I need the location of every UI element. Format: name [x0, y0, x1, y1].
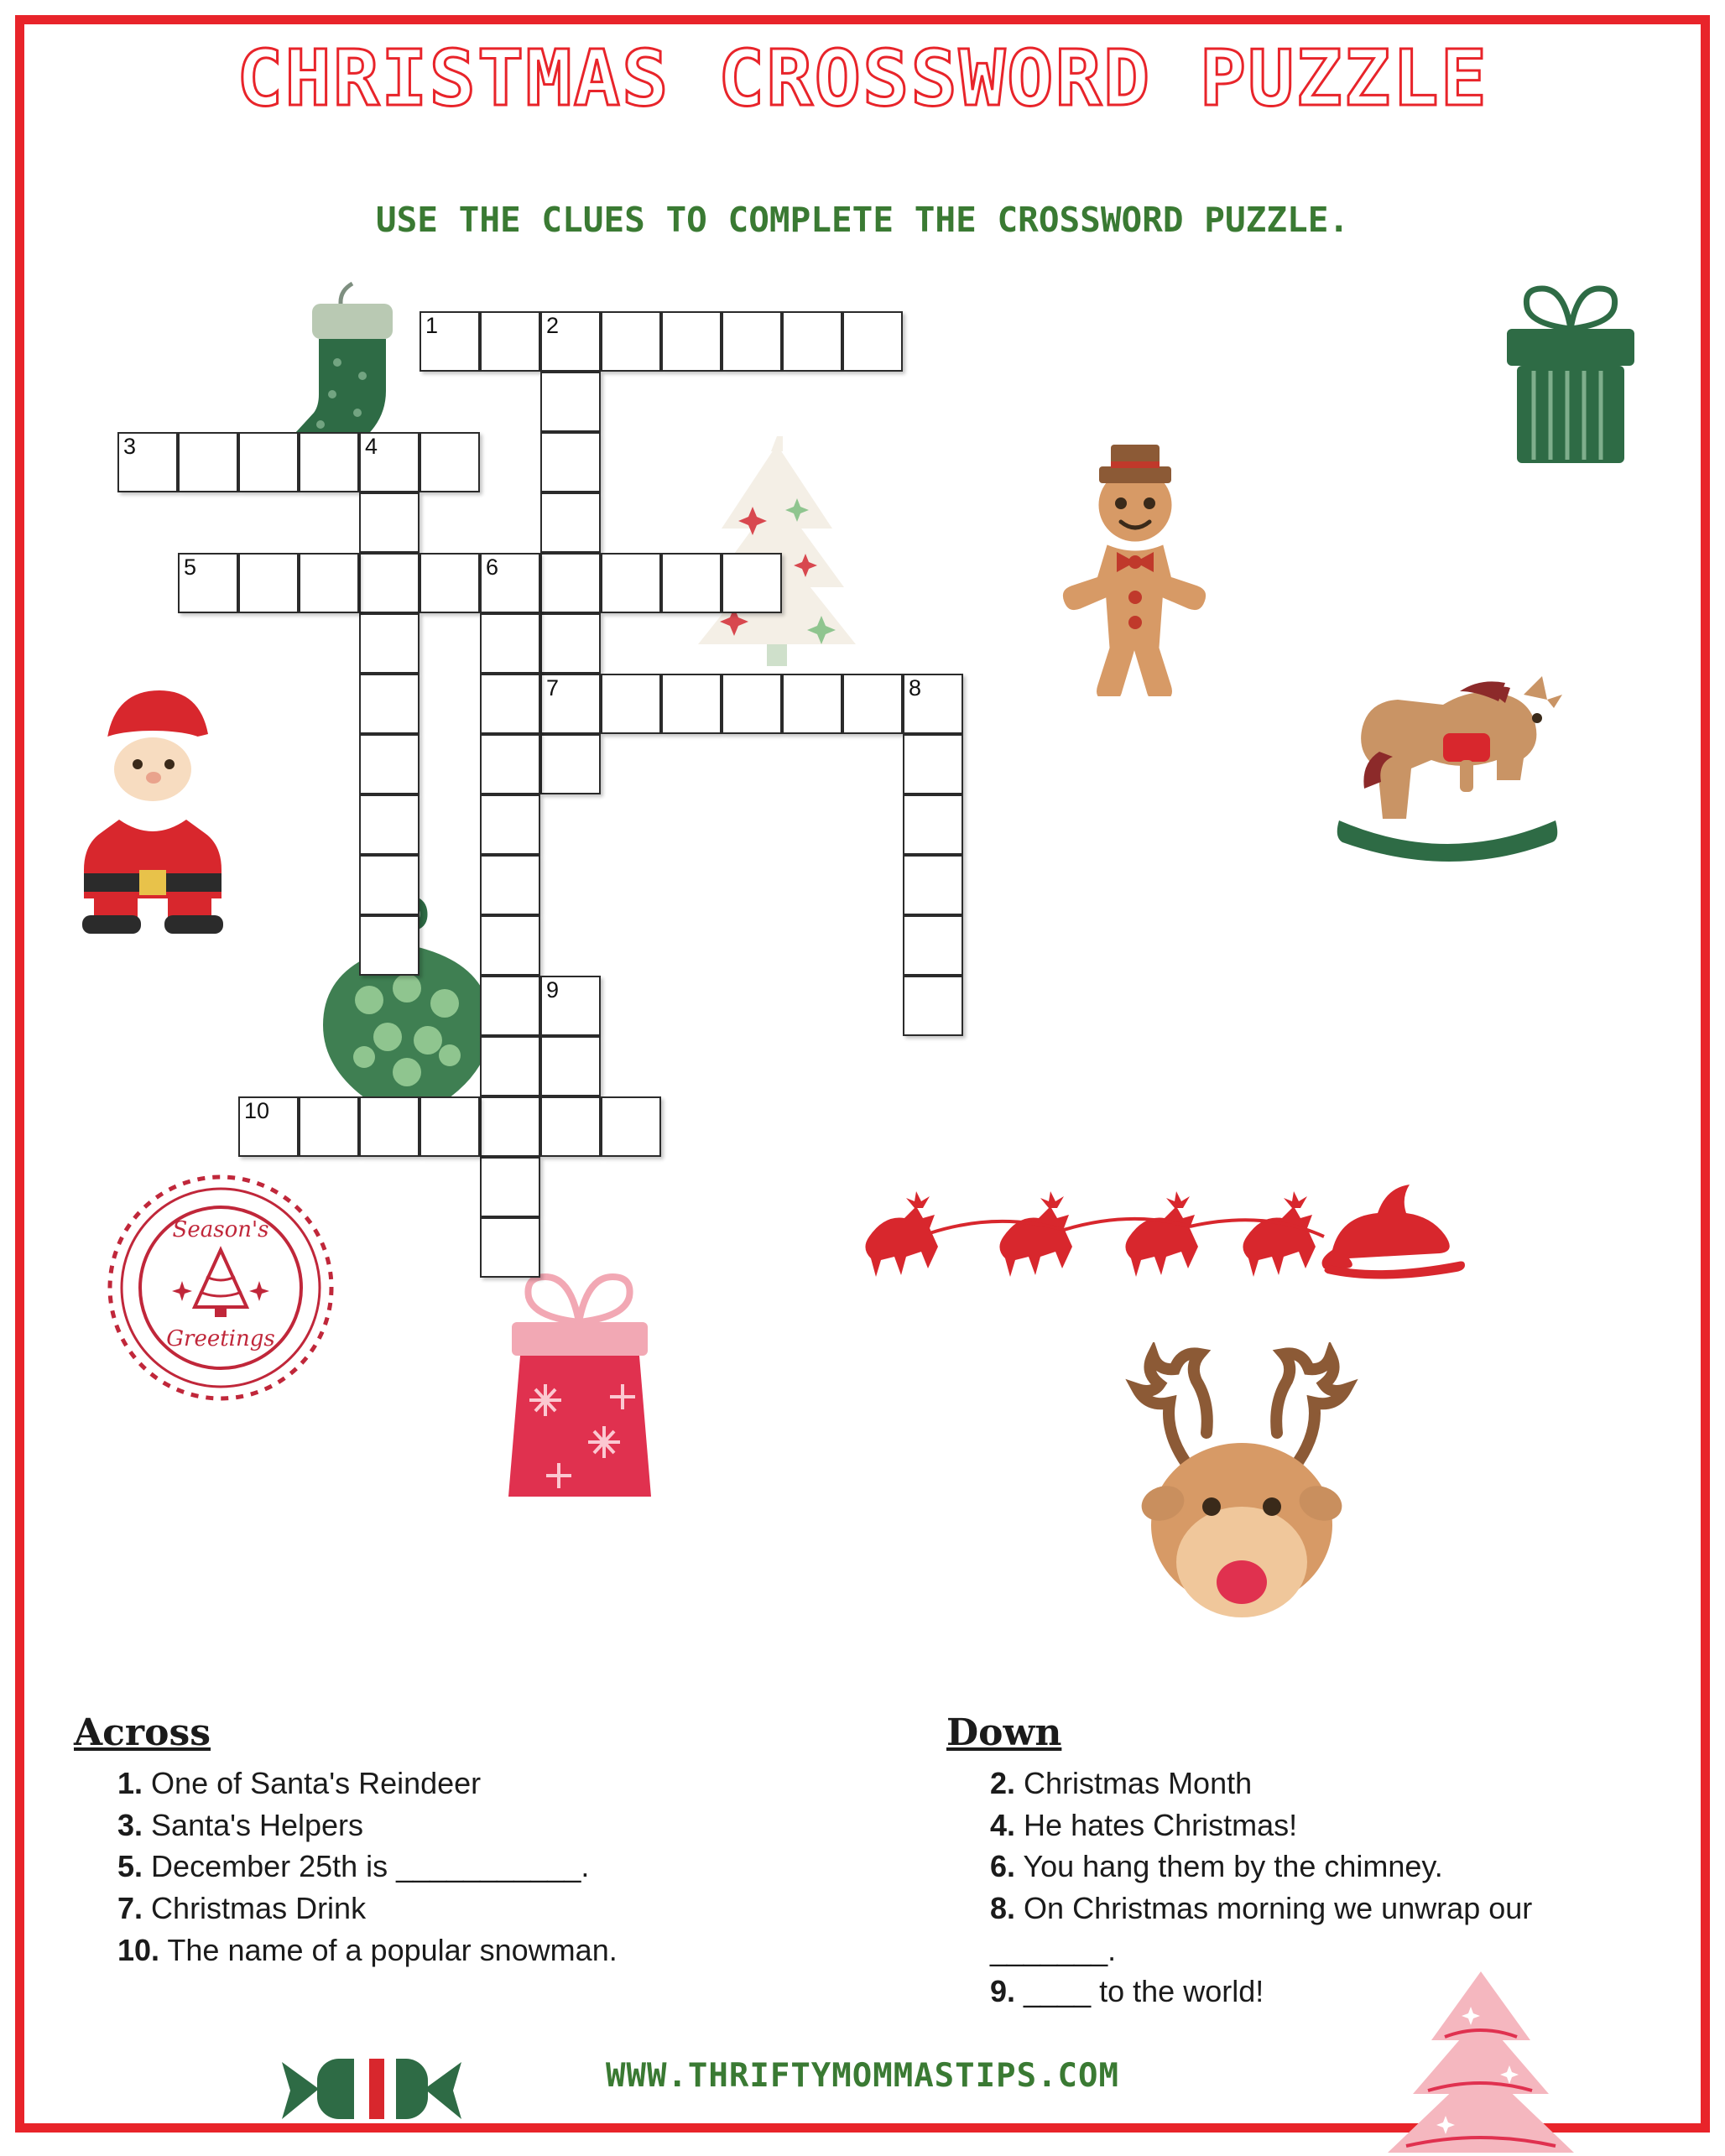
- list-item: [990, 1846, 1660, 1888]
- crossword-cell[interactable]: [480, 553, 540, 613]
- crossword-cell[interactable]: [782, 674, 842, 734]
- clue-text: Christmas Drink: [151, 1891, 367, 1926]
- clue-number: 10.: [117, 1932, 160, 1967]
- crossword-cell[interactable]: [540, 492, 601, 553]
- list-item: [117, 1929, 896, 1971]
- clue-number: 5.: [117, 1849, 143, 1884]
- crossword-cell[interactable]: [661, 674, 722, 734]
- crossword-cell[interactable]: [420, 553, 480, 613]
- crossword-cell[interactable]: [359, 794, 420, 855]
- crossword-cell[interactable]: [661, 553, 722, 613]
- crossword-cell[interactable]: [299, 432, 359, 492]
- clue-text: You hang them by the chimney.: [1023, 1849, 1443, 1884]
- list-item: [990, 1888, 1660, 1971]
- clue-number: 4.: [990, 1807, 1016, 1842]
- crossword-cell[interactable]: [117, 432, 178, 492]
- clue-text: One of Santa's Reindeer: [151, 1766, 482, 1800]
- list-item: [990, 1804, 1660, 1846]
- crossword-cell[interactable]: [480, 1217, 540, 1278]
- crossword-cell[interactable]: [238, 1096, 299, 1157]
- cell-number: 8: [909, 675, 922, 700]
- down-heading: Down: [946, 1711, 1062, 1754]
- crossword-cell[interactable]: [722, 674, 782, 734]
- list-item: [117, 1888, 896, 1929]
- clue-number: 1.: [117, 1766, 143, 1800]
- clue-text: Christmas Month: [1024, 1766, 1253, 1800]
- crossword-cell[interactable]: [420, 432, 480, 492]
- crossword-cell[interactable]: [359, 674, 420, 734]
- crossword-cell[interactable]: [178, 432, 238, 492]
- across-heading: Across: [74, 1711, 211, 1754]
- crossword-cell[interactable]: [903, 794, 963, 855]
- cell-number: 9: [546, 977, 560, 1002]
- crossword-cell[interactable]: [601, 553, 661, 613]
- crossword-cell[interactable]: [480, 915, 540, 976]
- svg-text:Greetings: Greetings: [166, 1326, 275, 1351]
- list-item: [117, 1846, 896, 1888]
- clue-number: 6.: [990, 1849, 1016, 1884]
- crossword-cell[interactable]: [842, 674, 903, 734]
- crossword-cell[interactable]: [480, 1157, 540, 1217]
- crossword-cell[interactable]: [540, 674, 601, 734]
- crossword-cell[interactable]: [722, 553, 782, 613]
- clue-text: The name of a popular snowman.: [167, 1932, 618, 1967]
- crossword-cell[interactable]: [480, 1096, 540, 1157]
- crossword-cell[interactable]: [359, 432, 420, 492]
- crossword-cell[interactable]: [359, 734, 420, 794]
- crossword-cell[interactable]: [540, 372, 601, 432]
- clue-text: ____ to the world!: [1024, 1974, 1264, 2009]
- cell-number: 10: [244, 1098, 270, 1123]
- crossword-cell[interactable]: [540, 613, 601, 674]
- crossword-cell[interactable]: [903, 976, 963, 1036]
- crossword-cell[interactable]: [299, 553, 359, 613]
- list-item: [990, 1971, 1660, 2013]
- crossword-cell[interactable]: [238, 553, 299, 613]
- crossword-cell[interactable]: [601, 1096, 661, 1157]
- cell-number: 5: [184, 555, 197, 580]
- crossword-cell[interactable]: [359, 1096, 420, 1157]
- clue-text: He hates Christmas!: [1024, 1807, 1298, 1842]
- across-clue-list: [74, 1763, 896, 1971]
- across-clues: [74, 1711, 896, 1971]
- crossword-cell[interactable]: [540, 553, 601, 613]
- crossword-cell[interactable]: [480, 674, 540, 734]
- crossword-cell[interactable]: [661, 311, 722, 372]
- page-subtitle: USE THE CLUES TO COMPLETE THE CROSSWORD PUZZLE.: [375, 200, 1350, 240]
- down-clues: [946, 1711, 1660, 2013]
- svg-text:Season's: Season's: [172, 1217, 269, 1242]
- clue-number: 9.: [990, 1974, 1016, 2009]
- crossword-cell[interactable]: [782, 311, 842, 372]
- crossword-cell[interactable]: [601, 311, 661, 372]
- crossword-cell[interactable]: [480, 976, 540, 1036]
- crossword-cell[interactable]: [540, 1036, 601, 1096]
- crossword-cell[interactable]: [842, 311, 903, 372]
- crossword-cell[interactable]: [722, 311, 782, 372]
- crossword-cell[interactable]: [480, 613, 540, 674]
- site-url-footer: WWW.THRIFTYMOMMASTIPS.COM: [606, 2057, 1119, 2095]
- crossword-cell[interactable]: [359, 553, 420, 613]
- crossword-cell[interactable]: [359, 855, 420, 915]
- cell-number: 4: [365, 434, 378, 459]
- clue-number: 7.: [117, 1891, 143, 1926]
- crossword-cell[interactable]: [480, 794, 540, 855]
- list-item: [990, 1763, 1660, 1804]
- cell-number: 2: [546, 313, 560, 338]
- down-clue-list: [946, 1763, 1660, 2013]
- crossword-cell[interactable]: [480, 734, 540, 794]
- crossword-cell[interactable]: [359, 915, 420, 976]
- list-item: [117, 1804, 896, 1846]
- crossword-cell[interactable]: [540, 1096, 601, 1157]
- crossword-cell[interactable]: [480, 855, 540, 915]
- crossword-cell[interactable]: [480, 1036, 540, 1096]
- crossword-cell[interactable]: [903, 734, 963, 794]
- crossword-cell[interactable]: [420, 311, 480, 372]
- clue-number: 2.: [990, 1766, 1016, 1800]
- crossword-cell[interactable]: [540, 311, 601, 372]
- crossword-cell[interactable]: [540, 734, 601, 794]
- clue-text: December 25th is ___________.: [151, 1849, 590, 1884]
- crossword-cell[interactable]: [540, 432, 601, 492]
- cell-number: 3: [123, 434, 137, 459]
- clue-text: Santa's Helpers: [151, 1807, 364, 1842]
- crossword-cell[interactable]: [903, 674, 963, 734]
- crossword-cell[interactable]: [420, 1096, 480, 1157]
- crossword-cell[interactable]: [601, 674, 661, 734]
- page-title: CHRISTMAS CROSSWORD PUZZLE: [236, 34, 1489, 123]
- clue-text: On Christmas morning we unwrap our _______.: [990, 1891, 1541, 1967]
- crossword-cell[interactable]: [903, 855, 963, 915]
- crossword-cell[interactable]: [903, 915, 963, 976]
- cell-number: 7: [546, 675, 560, 700]
- cell-number: 1: [425, 313, 439, 338]
- crossword-cell[interactable]: [359, 492, 420, 553]
- crossword-cell[interactable]: [178, 553, 238, 613]
- clue-number: 8.: [990, 1891, 1016, 1926]
- crossword-cell[interactable]: [299, 1096, 359, 1157]
- crossword-cell[interactable]: [238, 432, 299, 492]
- clue-number: 3.: [117, 1807, 143, 1842]
- crossword-cell[interactable]: [480, 311, 540, 372]
- list-item: [117, 1763, 896, 1804]
- crossword-cell[interactable]: [359, 613, 420, 674]
- crossword-cell[interactable]: [540, 976, 601, 1036]
- cell-number: 6: [486, 555, 499, 580]
